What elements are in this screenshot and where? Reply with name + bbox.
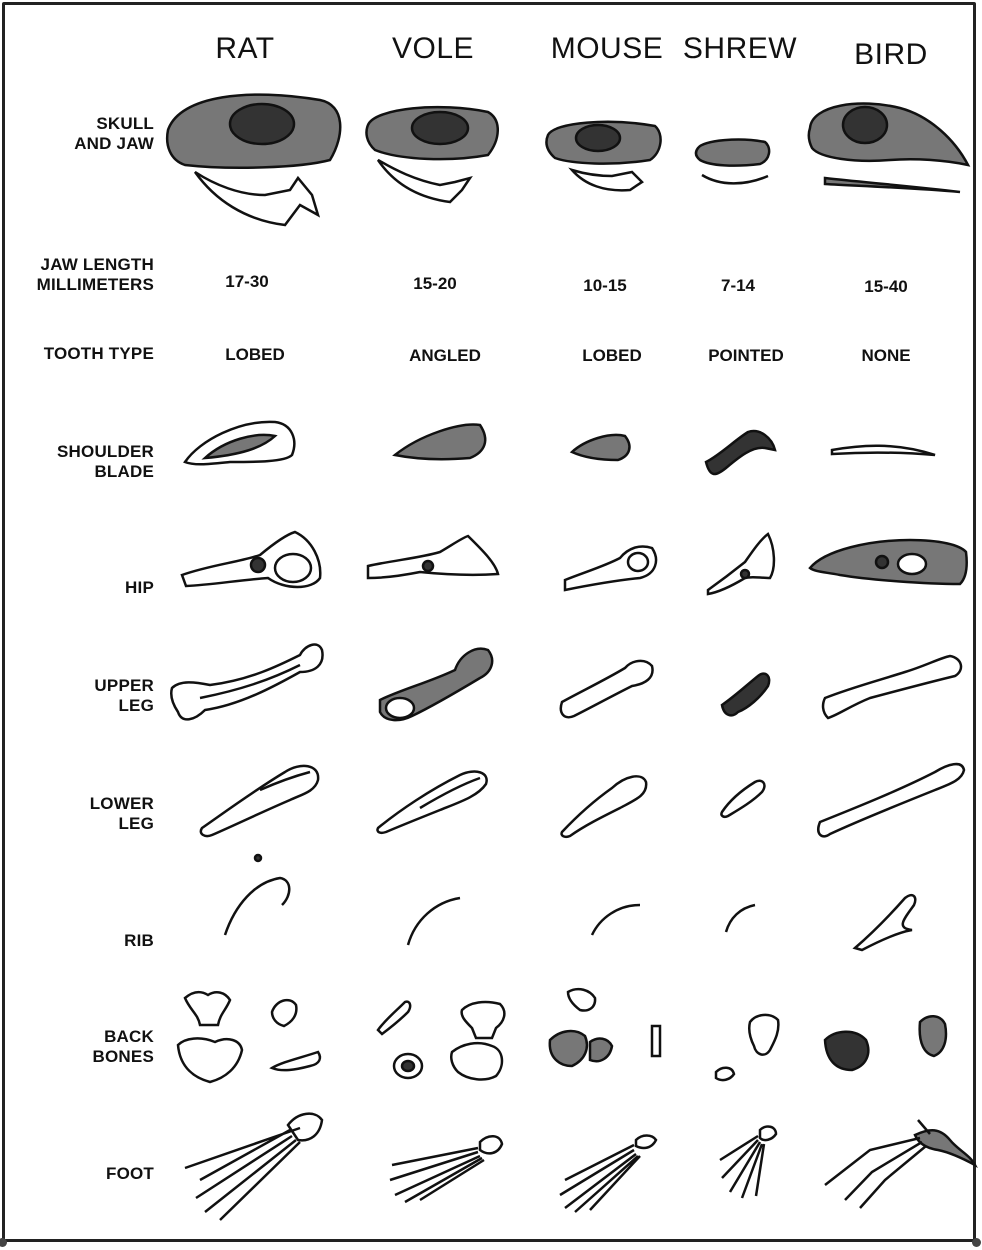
vole-lower-leg bbox=[377, 772, 486, 833]
shrew-skull-and-jaw bbox=[696, 140, 769, 184]
mouse-foot bbox=[560, 1136, 656, 1213]
rat-shoulder-blade bbox=[185, 422, 294, 464]
rat-skull-and-jaw bbox=[167, 95, 340, 225]
jaw-length-bird: 15-40 bbox=[864, 277, 908, 296]
jaw-length-vole: 15-20 bbox=[413, 274, 457, 293]
shrew-lower-leg bbox=[721, 781, 764, 817]
print-speck bbox=[255, 855, 261, 861]
row-label-text: HIP bbox=[125, 578, 154, 597]
row-label-text: BACK BONES bbox=[92, 1027, 154, 1066]
rat-back-bones bbox=[178, 992, 320, 1082]
rat-upper-leg bbox=[171, 645, 322, 720]
mouse-skull-and-jaw bbox=[546, 122, 660, 190]
rat-rib bbox=[225, 878, 289, 935]
tooth-type-rat: LOBED bbox=[225, 345, 285, 364]
shrew-upper-leg bbox=[722, 674, 769, 716]
shrew-rib bbox=[726, 905, 755, 932]
column-header-shrew: SHREW bbox=[682, 32, 798, 65]
rat-foot bbox=[185, 1114, 322, 1220]
shrew-foot bbox=[720, 1127, 776, 1198]
tooth-type-vole: ANGLED bbox=[409, 346, 481, 365]
row-label-text: FOOT bbox=[105, 1164, 154, 1183]
vole-shoulder-blade bbox=[395, 425, 485, 460]
row-label-text: SHOULDER BLADE bbox=[57, 442, 154, 481]
row-label-text: RIB bbox=[124, 931, 154, 950]
row-label-text: UPPER LEG bbox=[94, 676, 154, 715]
bird-lower-leg bbox=[818, 764, 964, 836]
bird-back-bones bbox=[825, 1016, 946, 1070]
row-label-text: LOWER LEG bbox=[89, 794, 154, 833]
shrew-hip bbox=[708, 534, 774, 594]
column-header-rat: RAT bbox=[215, 32, 275, 65]
tooth-type-shrew: POINTED bbox=[708, 346, 784, 365]
jaw-length-rat: 17-30 bbox=[225, 272, 269, 291]
mouse-rib bbox=[592, 905, 640, 935]
mouse-back-bones bbox=[550, 989, 660, 1066]
tooth-type-bird: NONE bbox=[861, 346, 911, 365]
column-header-vole: VOLE bbox=[391, 32, 475, 65]
bird-rib bbox=[855, 895, 915, 950]
mouse-lower-leg bbox=[562, 776, 647, 836]
bird-skull-and-jaw bbox=[809, 104, 968, 192]
column-header-mouse: MOUSE bbox=[550, 32, 664, 65]
vole-back-bones bbox=[378, 1002, 504, 1080]
bird-hip bbox=[810, 540, 967, 584]
vole-upper-leg bbox=[380, 649, 492, 720]
row-label-text: JAW LENGTH MILLIMETERS bbox=[36, 255, 154, 294]
jaw-length-mouse: 10-15 bbox=[583, 276, 627, 295]
mouse-shoulder-blade bbox=[572, 435, 629, 460]
vole-foot bbox=[390, 1136, 502, 1202]
vole-hip bbox=[368, 536, 498, 578]
bird-foot bbox=[825, 1120, 975, 1208]
bird-shoulder-blade bbox=[832, 446, 935, 455]
shrew-shoulder-blade bbox=[706, 431, 775, 474]
mouse-upper-leg bbox=[561, 661, 653, 717]
jaw-length-shrew: 7-14 bbox=[720, 276, 756, 295]
bird-upper-leg bbox=[823, 656, 961, 718]
tooth-type-mouse: LOBED bbox=[582, 346, 642, 365]
vole-skull-and-jaw bbox=[366, 107, 497, 202]
vole-rib bbox=[408, 898, 460, 945]
row-label-text: SKULL AND JAW bbox=[74, 114, 154, 153]
mouse-hip bbox=[565, 546, 656, 590]
rat-lower-leg bbox=[201, 766, 318, 836]
rat-hip bbox=[182, 532, 320, 587]
column-header-bird: BIRD bbox=[854, 38, 928, 71]
shrew-back-bones bbox=[716, 1015, 778, 1080]
row-label-text: TOOTH TYPE bbox=[43, 344, 154, 363]
